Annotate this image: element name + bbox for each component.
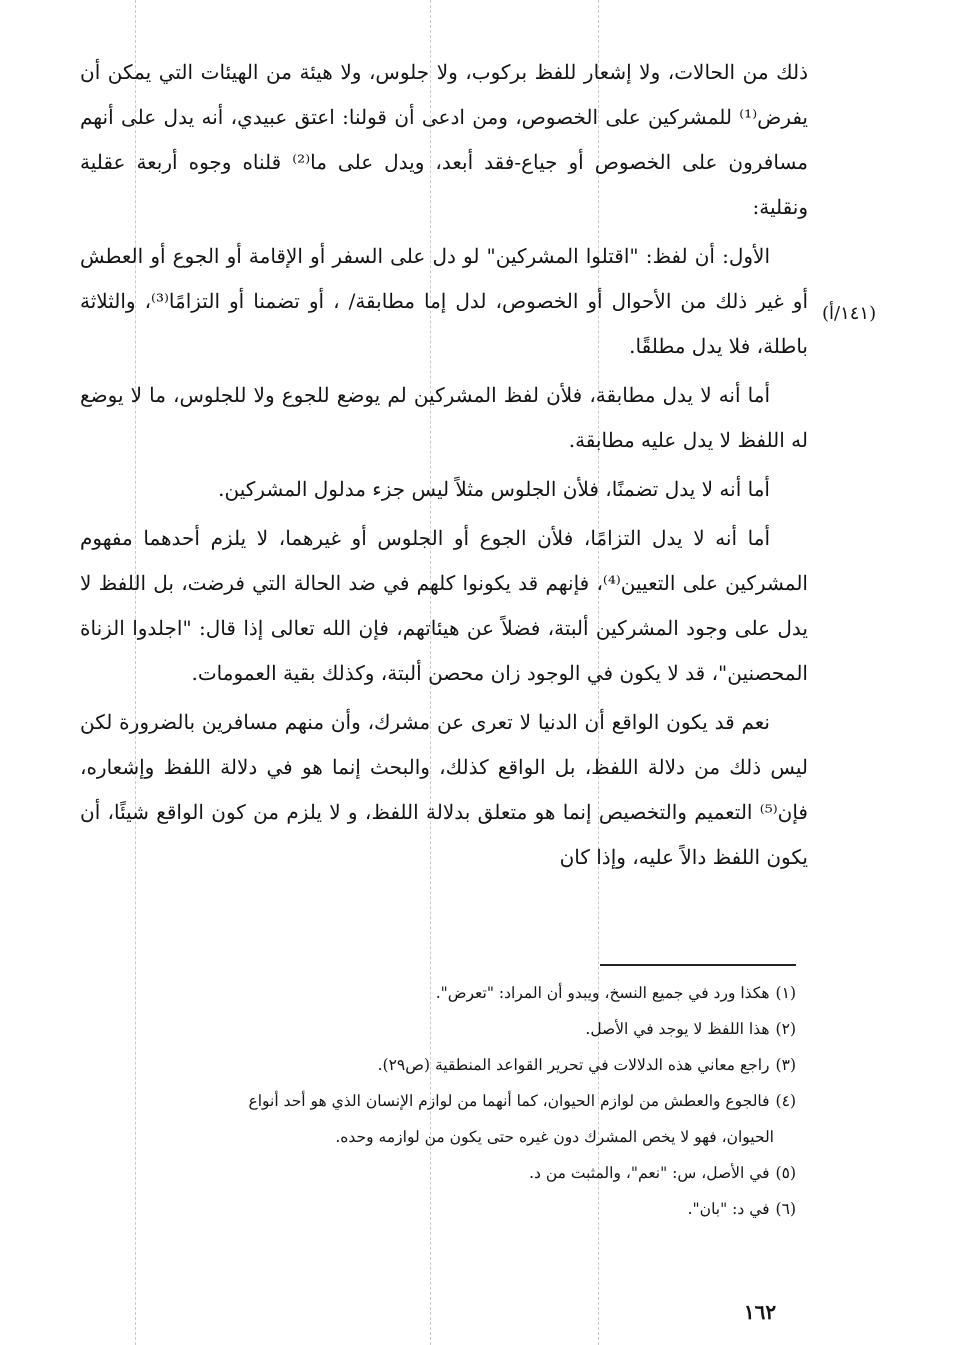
footnote-5: [80, 1155, 796, 1191]
footnote-text: فالجوع والعطش من لوازم الحيوان، كما أنهما من لوازم الإنسان الذي هو أحد أنواع: [248, 1092, 770, 1110]
paragraph-1: ذلك من الحالات، ولا إشعار للفظ بركوب، ولا جلوس، ولا هيئة من الهيئات التي يمكن أن يفرض⁽¹⁾ للمشركين على الخصوص، ومن ادعى أن قولنا: اعتق عبيدي، أنه يدل على أنهم مسافرون على الخصوص أو جياع-فقد أبعد، ويدل على ما⁽²⁾ قلناه وجوه أربعة عقلية ونقلية:: [80, 60, 808, 219]
footnote-text: هكذا ورد في جميع النسخ، ويبدو أن المراد: "تعرض".: [435, 984, 770, 1002]
main-text: [80, 50, 808, 880]
footnote-number: (٤): [775, 1092, 796, 1110]
footnote-6: [80, 1191, 796, 1227]
footnote-text: في الأصل، س: "نعم"، والمثبت من د.: [529, 1164, 770, 1182]
footnote-number: (٦): [775, 1200, 796, 1218]
footnote-2: [80, 1011, 796, 1047]
footnote-3: [80, 1047, 796, 1083]
manuscript-folio-note: (١٤١/أ): [822, 303, 877, 324]
footnote-number: (٢): [775, 1020, 796, 1038]
paragraph-2: الأول: أن لفظ: "اقتلوا المشركين" لو دل على السفر أو الإقامة أو الجوع أو العطش أو غير ذلك من الأحوال أو الخصوص، لدل إما مطابقة/ ، أو تضمنا أو التزامًا⁽³⁾، والثلاثة باطلة، فلا يدل مطلقًا.: [80, 244, 809, 358]
footnote-4-continued: [80, 1119, 796, 1155]
paragraph-3: أما أنه لا يدل مطابقة، فلأن لفظ المشركين لم يوضع للجوع ولا للجلوس، ما لا يوضع له اللفظ لا يدل عليه مطابقة.: [80, 383, 808, 452]
footnote-text: في د: "بان".: [687, 1200, 770, 1218]
footnote-number: (٥): [775, 1164, 796, 1182]
footnote-number: (١): [775, 984, 796, 1002]
footnote-1: [80, 975, 796, 1011]
footnotes: [80, 975, 796, 1227]
page-number: ١٦٢: [743, 1300, 777, 1324]
paragraph-4: أما أنه لا يدل تضمنًا، فلأن الجلوس مثلاً ليس جزء مدلول المشركين.: [218, 477, 770, 501]
footnote-number: (٣): [775, 1056, 796, 1074]
footnote-4: [80, 1083, 796, 1119]
footnote-text: هذا اللفظ لا يوجد في الأصل.: [585, 1020, 770, 1038]
footnote-text: الحيوان، فهو لا يخص المشرك دون غيره حتى يكون من لوازمه وحده.: [335, 1128, 774, 1146]
paragraph-6: نعم قد يكون الواقع أن الدنيا لا تعرى عن مشرك، وأن منهم مسافرين بالضرورة لكن ليس ذلك من دلالة اللفظ، بل الواقع كذلك، والبحث إنما هو في دلالة اللفظ وإشعاره، فإن⁽⁵⁾ التعميم والتخصيص إنما هو متعلق بدلالة اللفظ، و لا يلزم من كون الواقع شيئًا، أن يكون اللفظ دالاً عليه، وإذا كان: [80, 710, 808, 869]
footnote-separator: [600, 964, 796, 966]
footnote-text: راجع معاني هذه الدلالات في تحرير القواعد المنطقية (ص٢٩).: [377, 1056, 770, 1074]
paragraph-5: أما أنه لا يدل التزامًا، فلأن الجوع أو الجلوس أو غيرهما، لا يلزم أحدهما مفهوم المشركين على التعيين⁽⁴⁾، فإنهم قد يكونوا كلهم في ضد الحالة التي فرضت، بل اللفظ لا يدل على وجود المشركين ألبتة، فضلاً عن هيئاتهم، فإن الله تعالى إذا قال: "اجلدوا الزناة المحصنين"، قد لا يكون في الوجود زان محصن ألبتة، وكذلك بقية العمومات.: [80, 526, 808, 685]
